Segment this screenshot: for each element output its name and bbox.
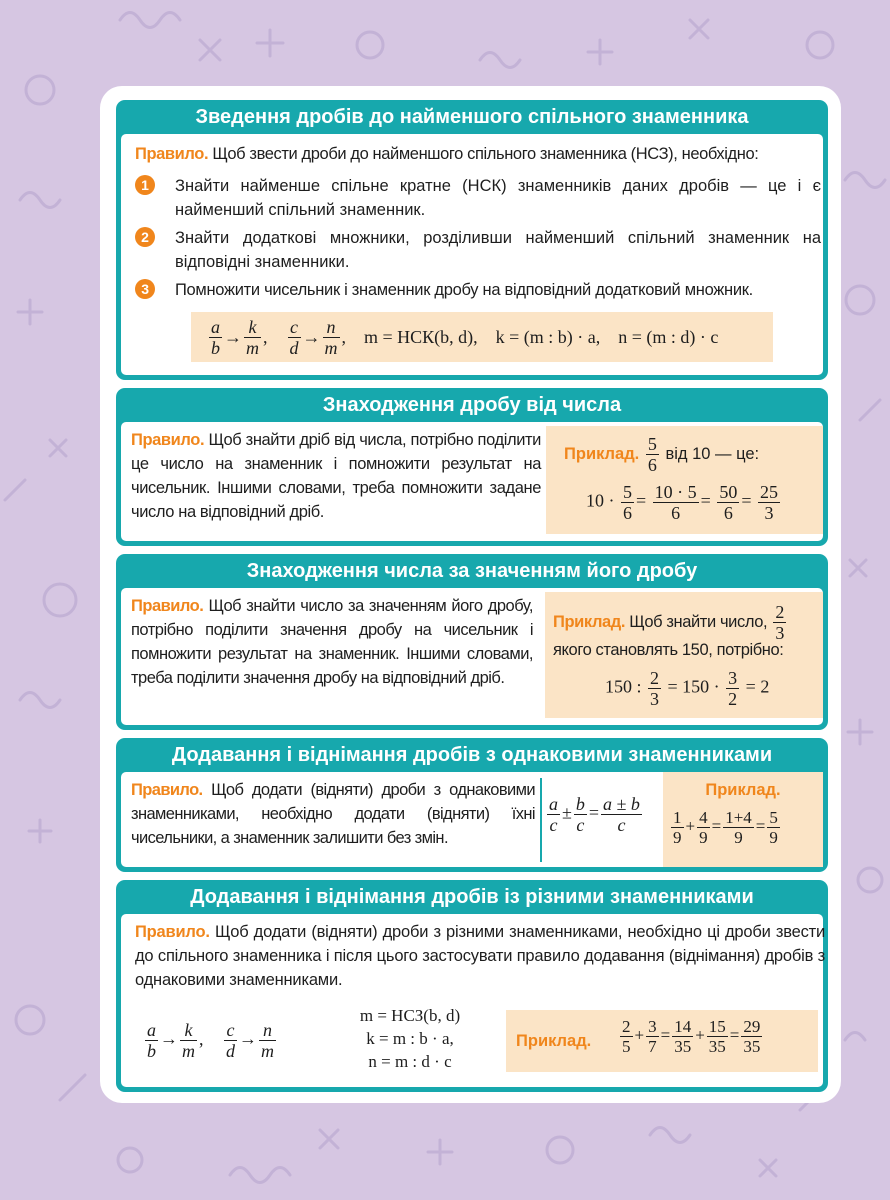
fraction: $\frac{n}{m}$ — [261, 1020, 274, 1061]
step-2 — [135, 226, 821, 274]
example-calculation: $\frac{1}{9}$ + $\frac{4}{9}$ = $\frac{1+4}{9}$ = $\frac{5}{9}$ — [673, 808, 778, 847]
section-title: Зведення дробів до найменшого спільного знаменника — [195, 106, 749, 128]
section-body — [121, 588, 823, 725]
rule-paragraph — [131, 778, 535, 850]
step-number-badge: 3 — [135, 279, 155, 299]
fraction: $\frac{14}{35}$ — [674, 1017, 692, 1056]
fraction: $\frac{c}{d}$ — [226, 1020, 235, 1061]
example-line — [553, 602, 821, 643]
fraction: $\frac{4}{9}$ — [699, 808, 708, 847]
rule-text: Щоб знайти число за значенням його дробу, потрібно поділити значення дробу на чисельник і помножити результат на знаменник. Іншими словами, треба поділити значення дробу на відповідний дріб. — [131, 597, 533, 687]
example-box — [545, 592, 823, 718]
example-calculation: 150 : $\frac{2}{3}$ = 150 · $\frac{3}{2}$ = 2 — [605, 668, 770, 709]
section-same-denominators — [116, 738, 828, 872]
section-different-denominators — [116, 880, 828, 1092]
step-text: Помножити чисельник і знаменник дробу на відповідний додатковий множник. — [175, 281, 753, 299]
fraction: $\frac{3}{7}$ — [648, 1017, 657, 1056]
rule-paragraph — [131, 428, 541, 524]
example-label: Приклад. — [553, 612, 626, 631]
rule-text: Щоб знайти дріб від числа, потрібно поділити це число на знаменник і помножити результат на чисельник. Іншими словами, треба помножити задане число на відповідний дріб. — [131, 431, 542, 521]
formula-definitions — [345, 1004, 475, 1073]
step-1 — [135, 174, 821, 222]
rule-text: Щоб звести дроби до найменшого спільного знаменника (НСЗ), необхідно: — [212, 145, 759, 163]
fraction: $\frac{3}{2}$ — [728, 668, 738, 709]
section-body — [121, 134, 823, 375]
fraction: k m — [246, 316, 259, 358]
section-body — [121, 914, 823, 1087]
fraction: $\frac{2}{3}$ — [650, 668, 660, 709]
formula-m: m = НСК(b, d), — [364, 326, 478, 347]
example-text: Щоб знайти число, — [629, 612, 768, 631]
step-3 — [135, 278, 821, 302]
formula-k: k = m : b · a, — [366, 1029, 454, 1048]
section-title: Знаходження числа за значенням його дробу — [246, 560, 698, 582]
fraction: $\frac{29}{35}$ — [743, 1017, 761, 1056]
formula: $\frac{a}{c}$ ± $\frac{b}{c}$ = $\frac{a \pm b}{c}$ — [549, 794, 640, 835]
fraction: $\frac{1}{9}$ — [673, 808, 682, 847]
fraction: $\frac{50}{6}$ — [719, 482, 738, 523]
section-body — [121, 772, 823, 867]
fraction: a b — [211, 316, 220, 358]
rule-label: Правило. — [131, 597, 204, 615]
section-title: Додавання і віднімання дробів із різними знаменниками — [190, 886, 754, 908]
fraction: $\frac{a}{c}$ — [549, 794, 558, 835]
example-box — [546, 426, 823, 534]
fraction: $\frac{k}{m}$ — [182, 1020, 195, 1061]
rule-label: Правило. — [131, 781, 203, 799]
rule-text: Щоб додати (відняти) дроби з однаковими знаменниками, необхідно додати (відняти) їхні чисельники, а знаменник залишити без змін. — [131, 781, 535, 847]
example-calculation: $\frac{2}{5}$ + $\frac{3}{7}$ = $\frac{14}{35}$ + $\frac{15}{35}$ = $\frac{29}{35}$ — [622, 1017, 761, 1056]
section-fraction-of-number — [116, 388, 828, 546]
section-title: Знаходження дробу від числа — [322, 394, 622, 416]
rule-text: Щоб додати (відняти) дроби з різними знаменниками, необхідно ці дроби звести до спільного знаменника і після цього застосувати правило додавання (віднімання) дробів з однаковими знаменниками. — [135, 923, 825, 989]
step-text: Знайти найменше спільне кратне (НСК) знаменників даних дробів — це і є найменший спільний знаменник. — [175, 177, 821, 219]
fraction: $\frac{5}{6}$ — [623, 482, 632, 523]
section-body — [121, 422, 823, 541]
rule-paragraph — [131, 594, 533, 690]
fraction: c d — [289, 316, 299, 358]
fraction: $\frac{a \pm b}{c}$ — [603, 794, 640, 835]
rule-paragraph — [135, 920, 825, 992]
formula-fractions: $\frac{a}{b}$ → $\frac{k}{m}$ , $\frac{c}{d}$ → $\frac{n}{m}$ — [147, 1020, 274, 1061]
section-common-denominator — [116, 100, 828, 380]
fraction: $\frac{2}{5}$ — [622, 1017, 631, 1056]
formula-k: k = (m : b) · a, — [495, 326, 601, 347]
step-text: Знайти додаткові множники, розділивши найменший спільний знаменник на відповідні знаменники. — [175, 229, 821, 271]
section-title: Додавання і віднімання дробів з однаковими знаменниками — [171, 744, 773, 766]
rule-label: Правило. — [135, 923, 210, 941]
rule-paragraph — [135, 142, 825, 166]
step-number-badge: 2 — [135, 227, 155, 247]
fraction: $\frac{25}{3}$ — [759, 482, 778, 523]
step-number-badge: 1 — [135, 175, 155, 195]
formula-m: m = НСЗ(b, d) — [359, 1006, 461, 1025]
example-label: Приклад. — [564, 444, 640, 463]
section-number-by-fraction — [116, 554, 828, 730]
rule-label: Правило. — [135, 145, 209, 163]
example-text-2: якого становлять 150, потрібно: — [553, 641, 784, 659]
fraction: $\frac{a}{b}$ — [147, 1020, 156, 1061]
fraction: $\frac{5}{9}$ — [769, 808, 778, 847]
fraction: n m — [324, 316, 338, 358]
fraction: $\frac{1+4}{9}$ — [725, 808, 752, 847]
example-calculation: 10 · $\frac{5}{6}$ = $\frac{10 \cdot 5}{6}$ = $\frac{50}{6}$ = $\frac{25}{3}$ — [586, 482, 778, 523]
fraction: $\frac{10 \cdot 5}{6}$ — [654, 482, 697, 523]
fraction: $\frac{5}{6}$ — [647, 434, 657, 475]
formula-n: n = (m : d) · c — [618, 326, 719, 347]
example-text: від 10 — це: — [665, 444, 760, 463]
example-label: Приклад. — [516, 1032, 592, 1050]
example-box — [663, 772, 823, 867]
example-box — [506, 1010, 818, 1072]
example-line — [564, 434, 819, 475]
fraction: $\frac{b}{c}$ — [575, 794, 585, 835]
fraction: $\frac{15}{35}$ — [708, 1017, 726, 1056]
formula-n: n = m : d · c — [368, 1052, 452, 1071]
rule-label: Правило. — [131, 431, 205, 449]
example-label: Приклад. — [705, 781, 781, 799]
formula-box: a b → k m , c d → n m , m = НСК(b, d), k = (m : b) · a, n = (m : d) · c — [191, 312, 773, 362]
divider — [540, 778, 542, 862]
fraction: $\frac{2}{3}$ — [775, 602, 784, 643]
